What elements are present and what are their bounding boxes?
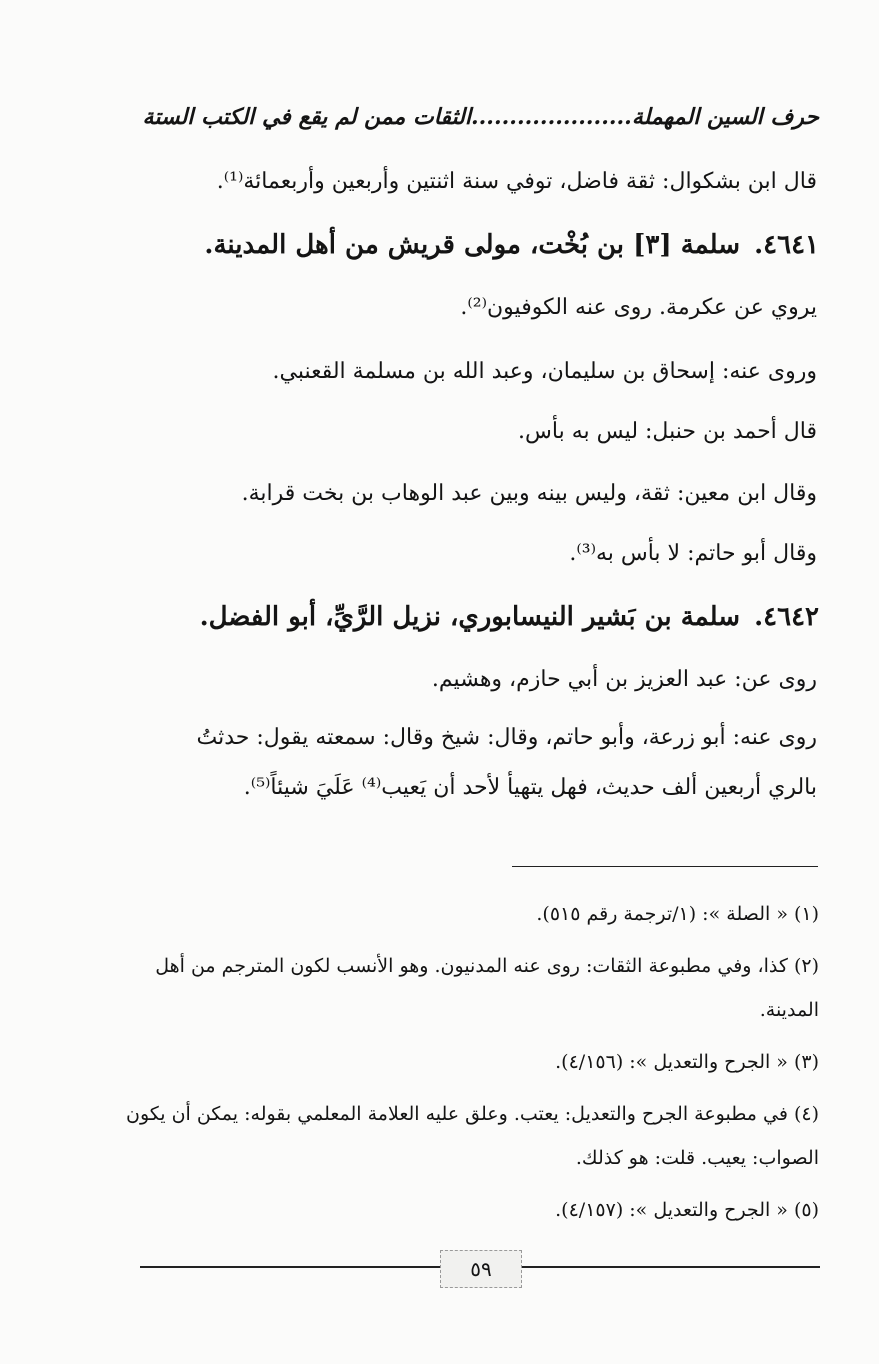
footnote-separator (512, 866, 818, 867)
footnote-text: « الجرح والتعديل »: (٤/١٥٦). (555, 1051, 788, 1073)
footnote-2 (109, 944, 819, 1032)
footnote-text: كذا، وفي مطبوعة الثقات: روى عنه المدنيون. وهو الأنسب لكون المترجم من أهل المدينة. (155, 955, 819, 1021)
footnote-label: (٣) (793, 1051, 819, 1073)
footnote-text: « الجرح والتعديل »: (٤/١٥٧). (555, 1199, 788, 1221)
footnote-text: « الصلة »: (١/ترجمة رقم ٥١٥). (536, 903, 788, 925)
entry-number: ٤٦٤٢. (754, 602, 819, 632)
footnote-label: (٥) (793, 1199, 819, 1221)
body-line: روى عنه: أبو زرعة، وأبو حاتم، وقال: شيخ وقال: سمعته يقول: حدثتُ (196, 725, 817, 750)
footnote-label: (٢) (793, 955, 819, 977)
footnote-text: في مطبوعة الجرح والتعديل: يعتب. وعلق عليه العلامة المعلمي بقوله: يمكن أن يكون الصواب: يعيب. قلت: هو كذلك. (125, 1103, 819, 1169)
body-line: بالري أربعين ألف حديث، فهل يتهيأ لأحد أن يَعيب⁽⁴⁾ عَلَيَ شيئاً⁽⁵⁾. (243, 775, 817, 800)
bottom-rule-right (522, 1266, 820, 1268)
body-line: وروى عنه: إسحاق بن سليمان، وعبد الله بن مسلمة القعنبي. (272, 359, 817, 384)
entry-heading-4642 (99, 598, 819, 636)
body-line: وقال أبو حاتم: لا بأس به⁽³⁾. (569, 541, 817, 566)
footnote-1 (109, 892, 819, 936)
footnote-3 (109, 1040, 819, 1084)
entry-title: سلمة بن بَشير النيسابوري، نزيل الرَّيِّ، أبو الفضل. (199, 602, 741, 632)
bottom-rule-left (140, 1266, 440, 1268)
body-line: قال ابن بشكوال: ثقة فاضل، توفي سنة اثنتين وأربعين وأربعمائة⁽¹⁾. (216, 169, 817, 194)
body-line: يروي عن عكرمة. روى عنه الكوفيون⁽²⁾. (460, 295, 817, 320)
footnote-label: (٤) (793, 1103, 819, 1125)
entry-number: ٤٦٤١. (754, 230, 819, 260)
entry-title: سلمة [٣] بن بُخْت، مولى قريش من أهل المدينة. (204, 230, 741, 260)
body-line: روى عن: عبد العزيز بن أبي حازم، وهشيم. (431, 667, 817, 692)
entry-heading-4641 (99, 226, 819, 264)
body-line: وقال ابن معين: ثقة، وليس بينه وبين عبد الوهاب بن بخت قرابة. (241, 481, 817, 506)
footnote-5 (109, 1188, 819, 1232)
footnote-4 (109, 1092, 819, 1180)
page-number: ٥٩ (440, 1250, 522, 1288)
running-header: حرف السين المهملة.....................الثقات ممن لم يقع في الكتب الستة (142, 104, 819, 130)
body-line: قال أحمد بن حنبل: ليس به بأس. (518, 419, 817, 444)
footnote-label: (١) (793, 903, 819, 925)
